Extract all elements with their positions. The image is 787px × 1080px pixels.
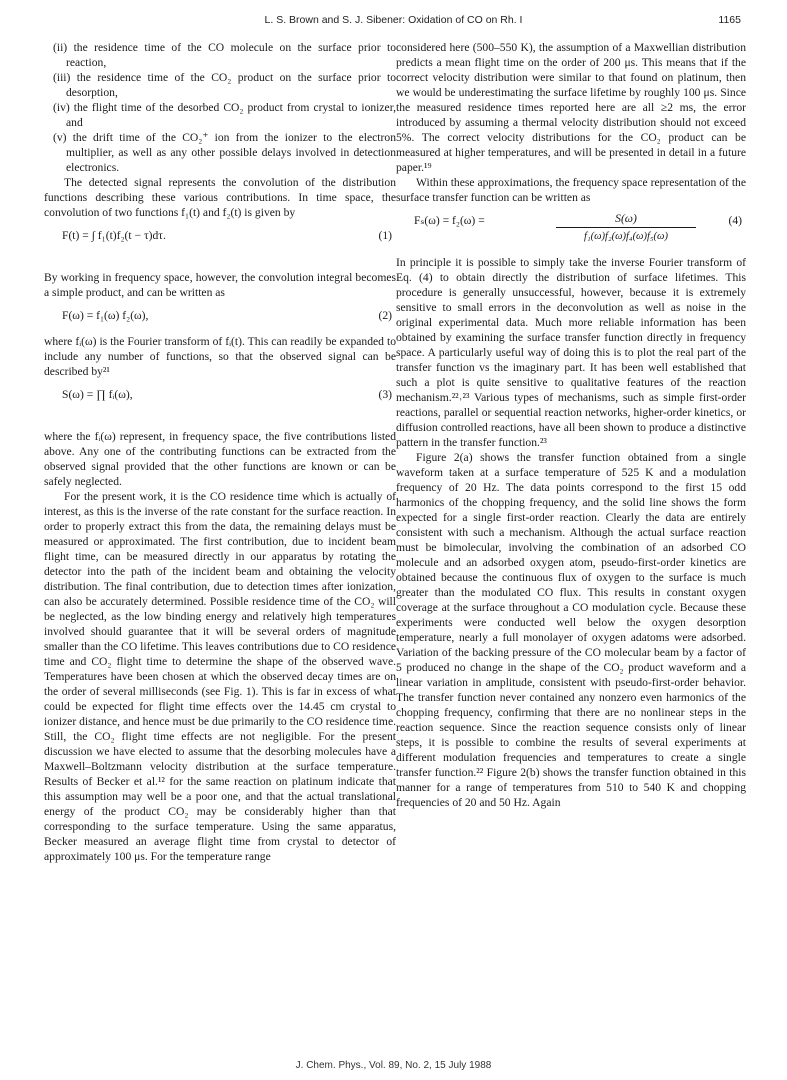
paragraph: where the fᵢ(ω) represent, in frequency space, the five contributions listed above. Any one of the contributing functions can be extracted from the observed signal provided that the other functions are known or can be safely neglected. (44, 430, 396, 488)
paragraph: By working in frequency space, however, the convolution integral becomes a simple product, and can be written as (44, 271, 396, 299)
equation-1 (44, 226, 396, 264)
fraction-numerator: S(ω) (556, 211, 696, 228)
equation-number: (4) (728, 214, 742, 227)
equation-number: (2) (378, 309, 392, 322)
equation-body: S(ω) = ∏ fᵢ(ω), (62, 388, 133, 401)
equation-body: F(t) = ∫ f₁(t)f₂(t − τ)dτ. (62, 229, 166, 242)
left-column (44, 40, 396, 864)
journal-footer: J. Chem. Phys., Vol. 89, No. 2, 15 July 1988 (295, 1060, 492, 1071)
paragraph: In principle it is possible to simply take the inverse Fourier transform of Eq. (4) to obtain directly the distribution of surface lifetimes. This procedure is generally unsuccessful, however, because it is extremely sensitive to small errors in the deconvolution as well as noise in the original experimental data. Much more reliable information has been obtained by examining the surface transfer function directly in frequency space. A particularly useful way of doing this is to plot the real part of the transfer function vs the imaginary part. It has been well established that such a plot is quite sensitive to qualitative features of the reaction mechanism.²²˒²³ Various types of mechanisms, such as simple first-order reactions, parallel or sequential reaction networks, higher-order kinetics, or diffusion controlled reactions, have all been shown to produce a distinctive pattern in the transfer function.²³ (396, 256, 746, 449)
equation-4 (396, 211, 746, 249)
list-item: (v) the drift time of the CO₂⁺ ion from the ionizer to the electron multiplier, as well as any other possible delays involved in detection electronics. (53, 131, 396, 174)
equation-3 (44, 385, 396, 423)
equation-lhs: Fₛ(ω) = f₂(ω) = (414, 214, 485, 227)
paragraph: Within these approximations, the frequency space representation of the surface transfer function can be written as (396, 176, 746, 204)
list-item: (iv) the flight time of the desorbed CO₂ product from crystal to ionizer, and (53, 101, 396, 129)
right-column (396, 40, 746, 810)
paragraph: For the present work, it is the CO residence time which is actually of interest, as this is the inverse of the rate constant for the surface reaction. In order to properly extract this from the data, the remaining delays must be measured or approximated. The first contribution, due to incident beam flight time, can be measured directly in our apparatus by rotating the detector into the path of the incident beam and obtaining the velocity distribution. The final contribution, due to detection times after ionization, can also be accurately determined. Possible residence time of the CO₂ will be neglected, as the low binding energy and relatively high temperatures involved should guarantee that it will be several orders of magnitude smaller than the CO lifetime. This leaves contributions due to CO residence time and CO₂ flight time to determine the shape of the observed wave. Temperatures have been chosen at which the observed decay times are on the order of several milliseconds (see Fig. 1). This is far in excess of what could be expected for flight time effects over the 14.45 cm crystal to ionizer distance, and hence must be due primarily to the CO residence time. Still, the CO₂ flight time effects are not negligible. For the present discussion we have elected to assume that the desorbing molecules have a Maxwell–Boltzmann velocity distribution at the surface temperature. Results of Becker et al.¹² for the same reaction on platinum indicate that this assumption may well be a poor one, and that the actual translational energy of the product CO₂ may be considerably higher than that corresponding to the surface temperature. Using the same apparatus, Becker measured an average flight time from crystal to detector of approximately 100 μs. For the temperature range (44, 490, 396, 863)
equation-body: F(ω) = f₁(ω) f₂(ω), (62, 309, 149, 322)
page-number: 1165 (718, 14, 741, 26)
list-item: (ii) the residence time of the CO molecule on the surface prior to reaction, (53, 41, 396, 69)
equation-fraction (556, 211, 696, 244)
paragraph: The detected signal represents the convolution of the distribution functions describing these various contributions. In time space, the convolution of two functions f₁(t) and f₂(t) is given by (44, 176, 396, 219)
equation-number: (3) (378, 388, 392, 401)
equation-2 (44, 306, 396, 328)
paragraph: considered here (500–550 K), the assumption of a Maxwellian distribution predicts a mean flight time on the order of 200 μs. This means that if the correct velocity distribution were similar to that found on platinum, then we would be underestimating the surface lifetime by roughly 100 μs. Since the measured residence times reported here are all ≥2 ms, the error introduced by assuming a thermal velocity distribution should not exceed 5%. The correct velocity distributions for the CO₂ product can be measured at higher temperatures, and will be presented in detail in a future paper.¹⁹ (396, 41, 746, 174)
fraction-denominator: f₁(ω)f₂(ω)f₄(ω)f₅(ω) (584, 231, 668, 242)
equation-number: (1) (378, 229, 392, 242)
list-item: (iii) the residence time of the CO₂ product on the surface prior to desorption, (53, 71, 396, 99)
paragraph: where fᵢ(ω) is the Fourier transform of fᵢ(t). This can readily be expanded to include any number of functions, so that the observed signal can be described by²¹ (44, 335, 396, 378)
running-header: L. S. Brown and S. J. Sibener: Oxidation of CO on Rh. I (264, 14, 523, 26)
paragraph: Figure 2(a) shows the transfer function obtained from a single waveform taken at a surface temperature of 525 K and a modulation frequency of 20 Hz. The data points correspond to the first 15 odd harmonics of the chopping frequency, and the solid line shows the form expected for a single first-order reaction. Clearly the data are entirely consistent with such a mechanism. Although the actual surface reaction must be bimolecular, involving the combination of an adsorbed CO molecule and an adsorbed oxygen atom, pseudo-first-order kinetics are obtained because the continuous flux of oxygen to the surface is much greater than the modulated CO flux. This results in constant oxygen coverage at the surface throughout a CO modulation cycle. Because these experiments were conducted well below the oxygen desorption temperature, nearly a full monolayer of oxygen adatoms were adsorbed. Variation of the backing pressure of the CO molecular beam by a factor of 5 produced no change in the shape of the CO₂ product waveform and a linear variation in amplitude, consistent with pseudo-first-order behavior. The transfer function never contained any nonzero even harmonics of the chopping frequency, confirming that there are no nonlinear steps in the reaction sequence. Since the reaction sequence consists only of linear steps, it is possible to combine the results of several experiments at different modulation frequencies and temperatures to create a single transfer function.²² Figure 2(b) shows the transfer function obtained in this manner for a range of temperatures from 510 to 540 K and chopping frequencies of 20 and 50 Hz. Again (396, 451, 746, 809)
